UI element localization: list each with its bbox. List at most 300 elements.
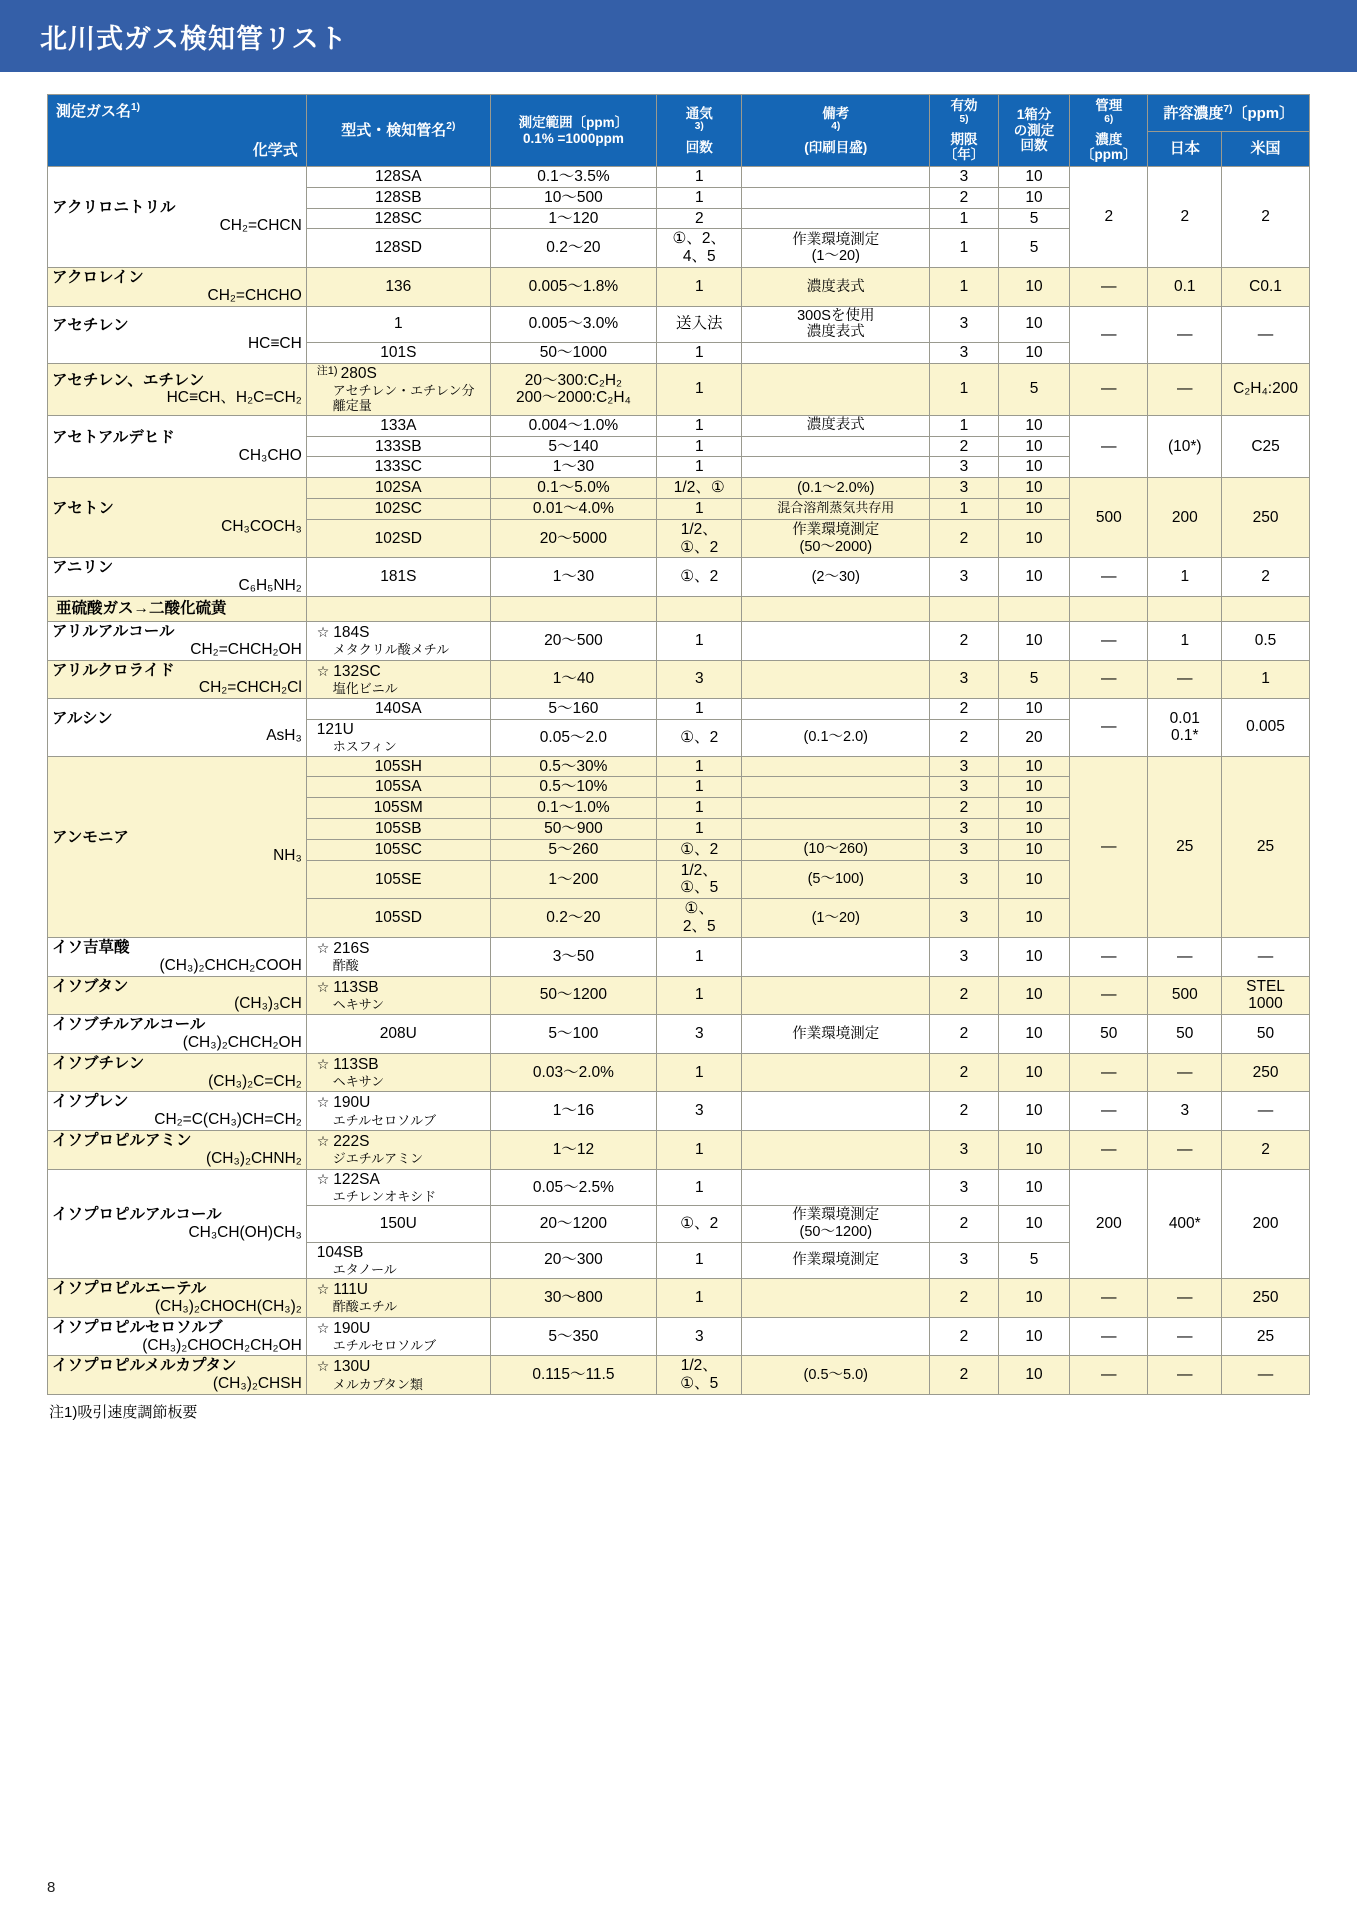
model-alt-name: エチルセロソルブ <box>332 1338 437 1354</box>
measurement-range: 1〜30 <box>490 558 656 597</box>
measurement-range: 0.004〜1.0% <box>490 415 656 436</box>
col-header-remark <box>742 95 930 167</box>
allowable-concentration-usa: 0.005 <box>1222 699 1310 756</box>
gas-chemical-formula: (CH₃)₂CHOCH(CH₃)₂ <box>154 1298 302 1316</box>
expiry-years: 3 <box>930 756 999 777</box>
measurement-range: 1〜12 <box>490 1131 656 1170</box>
gas-cell <box>48 558 307 597</box>
gas-name: イソプロピルエーテル <box>52 1280 207 1298</box>
table-row <box>48 306 1310 342</box>
ventilation-count: 1 <box>657 1169 742 1206</box>
model-cell <box>306 860 490 899</box>
gas-chemical-formula: CH₃COCH₃ <box>221 517 302 535</box>
gas-name: アセトン <box>52 500 114 518</box>
management-concentration: — <box>1070 1317 1148 1356</box>
model-cell <box>306 1206 490 1242</box>
star-icon: ☆ <box>316 623 334 640</box>
model-code: 133SC <box>374 458 422 476</box>
allowable-concentration-japan: 400* <box>1148 1169 1222 1279</box>
col-header-expiry-line3: 〔年〕 <box>943 147 985 163</box>
management-concentration: 200 <box>1070 1169 1148 1279</box>
expiry-years: 2 <box>930 1279 999 1318</box>
management-concentration: — <box>1070 306 1148 363</box>
remark-cell <box>742 436 930 457</box>
remark-cell <box>742 798 930 819</box>
col-header-count-line2: の測定 <box>1013 122 1055 138</box>
remark-cell <box>742 167 930 188</box>
model-code: ☆ 122SA <box>316 1170 380 1188</box>
model-code: 150U <box>379 1215 417 1233</box>
col-header-model <box>306 95 490 167</box>
model-cell <box>306 478 490 499</box>
allowable-concentration-usa: 2 <box>1222 558 1310 597</box>
measurements-per-box: 10 <box>998 1092 1069 1131</box>
expiry-years: 3 <box>930 1169 999 1206</box>
ventilation-count: ①、2 <box>657 719 742 756</box>
model-cell <box>306 777 490 798</box>
measurements-per-box: 10 <box>998 1206 1069 1242</box>
gas-cell <box>48 415 307 477</box>
model-cell <box>306 839 490 860</box>
table-row <box>48 621 1310 660</box>
ventilation-count: 1 <box>657 1279 742 1318</box>
allowable-concentration-usa: STEL 1000 <box>1222 976 1310 1015</box>
measurements-per-box: 10 <box>998 699 1069 720</box>
measurements-per-box: 10 <box>998 1279 1069 1318</box>
category-empty-cell <box>930 597 999 622</box>
col-header-range-line1: 測定範囲〔ppm〕 <box>518 114 629 130</box>
measurement-range: 0.005〜3.0% <box>490 306 656 342</box>
gas-cell <box>48 1092 307 1131</box>
allowable-concentration-usa: — <box>1222 1356 1310 1395</box>
remark-cell: 作業環境測定 (1〜20) <box>742 229 930 268</box>
allowable-concentration-usa: — <box>1222 306 1310 363</box>
allowable-concentration-usa: C0.1 <box>1222 268 1310 307</box>
allowable-concentration-usa: 0.5 <box>1222 621 1310 660</box>
remark-cell <box>742 937 930 976</box>
model-cell <box>306 363 490 415</box>
allowable-concentration-japan: 1 <box>1148 621 1222 660</box>
remark-cell: 作業環境測定 (50〜1200) <box>742 1206 930 1242</box>
expiry-years: 2 <box>930 187 999 208</box>
model-cell <box>306 1317 490 1356</box>
ventilation-count: 1 <box>657 343 742 364</box>
table-row <box>48 167 1310 188</box>
allowable-concentration-usa: 250 <box>1222 1279 1310 1318</box>
measurement-range: 0.5〜10% <box>490 777 656 798</box>
col-header-management-line3: 〔ppm〕 <box>1081 147 1137 163</box>
gas-chemical-formula: C₆H₅NH₂ <box>238 577 302 595</box>
measurements-per-box: 5 <box>998 363 1069 415</box>
gas-name: アセチレン <box>52 316 129 334</box>
gas-chemical-formula: (CH₃)₂CHSH <box>212 1375 302 1393</box>
measurement-range: 20〜300:C₂H₂ 200〜2000:C₂H₄ <box>490 363 656 415</box>
remark-cell <box>742 1092 930 1131</box>
category-empty-cell <box>742 597 930 622</box>
model-code: 102SA <box>375 479 422 497</box>
ventilation-count: 3 <box>657 1015 742 1054</box>
measurements-per-box: 10 <box>998 1131 1069 1170</box>
remark-cell: (0.5〜5.0) <box>742 1356 930 1395</box>
gas-name: アニリン <box>52 559 114 577</box>
remark-cell <box>742 976 930 1015</box>
table-row <box>48 937 1310 976</box>
col-header-expiry-sup: 5) <box>959 113 969 125</box>
star-icon: ☆ <box>316 1319 334 1336</box>
allowable-concentration-usa: 25 <box>1222 756 1310 937</box>
col-header-management <box>1070 95 1148 167</box>
col-header-gas-name-label: 測定ガス名 <box>56 102 132 120</box>
star-icon: ☆ <box>316 662 334 679</box>
gas-cell <box>48 363 307 415</box>
expiry-years: 3 <box>930 937 999 976</box>
management-concentration: — <box>1070 937 1148 976</box>
model-code: ☆ 190U <box>316 1094 371 1112</box>
measurement-range: 3〜50 <box>490 937 656 976</box>
gas-cell <box>48 1169 307 1279</box>
allowable-concentration-usa: 50 <box>1222 1015 1310 1054</box>
star-icon: ☆ <box>316 1358 334 1375</box>
measurement-range: 0.2〜20 <box>490 229 656 268</box>
model-cell <box>306 457 490 478</box>
gas-cell <box>48 268 307 307</box>
measurement-range: 5〜350 <box>490 1317 656 1356</box>
table-row <box>48 1279 1310 1318</box>
measurements-per-box: 10 <box>998 839 1069 860</box>
expiry-years: 3 <box>930 558 999 597</box>
measurements-per-box: 10 <box>998 478 1069 499</box>
model-cell <box>306 415 490 436</box>
header-row-1 <box>48 95 1310 132</box>
model-cell <box>306 229 490 268</box>
measurement-range: 1〜30 <box>490 457 656 478</box>
management-concentration: — <box>1070 558 1148 597</box>
model-cell <box>306 187 490 208</box>
allowable-concentration-japan: — <box>1148 1131 1222 1170</box>
model-code: 136 <box>385 277 412 295</box>
model-cell <box>306 436 490 457</box>
remark-cell: 混合溶剤蒸気共存用 <box>742 499 930 520</box>
measurement-range: 10〜500 <box>490 187 656 208</box>
table-row <box>48 1131 1310 1170</box>
model-alt-name: エチルセロソルブ <box>332 1112 437 1128</box>
gas-cell <box>48 1015 307 1054</box>
measurement-range: 50〜900 <box>490 819 656 840</box>
ventilation-count: 1 <box>657 976 742 1015</box>
measurement-range: 0.05〜2.5% <box>490 1169 656 1206</box>
ventilation-count: 2 <box>657 208 742 229</box>
measurements-per-box: 10 <box>998 1356 1069 1395</box>
measurements-per-box: 10 <box>998 167 1069 188</box>
remark-cell <box>742 208 930 229</box>
model-note-marker: 注1) <box>316 364 341 377</box>
model-code: 104SB <box>316 1243 364 1261</box>
expiry-years: 1 <box>930 499 999 520</box>
col-header-vent-line2: 回数 <box>685 139 713 155</box>
measurements-per-box: 10 <box>998 819 1069 840</box>
ventilation-count: 1 <box>657 268 742 307</box>
allowable-concentration-japan: — <box>1148 1317 1222 1356</box>
col-header-allowable-unit: 〔ppm〕 <box>1232 104 1295 122</box>
management-concentration: 50 <box>1070 1015 1148 1054</box>
expiry-years: 3 <box>930 860 999 899</box>
model-cell <box>306 306 490 342</box>
remark-cell <box>742 1131 930 1170</box>
remark-cell: (5〜100) <box>742 860 930 899</box>
measurement-range: 0.2〜20 <box>490 899 656 938</box>
table-footnote: 注1)吸引速度調節板要 <box>49 1404 198 1422</box>
ventilation-count: 1/2、 ①、5 <box>657 1356 742 1395</box>
management-concentration: — <box>1070 1053 1148 1092</box>
ventilation-count: 1 <box>657 1131 742 1170</box>
category-empty-cell <box>1070 597 1148 622</box>
expiry-years: 2 <box>930 1053 999 1092</box>
col-header-range-line2: 0.1% =1000ppm <box>522 130 624 146</box>
gas-chemical-formula: CH₂=CHCN <box>219 217 302 235</box>
allowable-concentration-japan: — <box>1148 660 1222 699</box>
expiry-years: 3 <box>930 478 999 499</box>
table-row <box>48 1092 1310 1131</box>
measurement-range: 0.01〜4.0% <box>490 499 656 520</box>
ventilation-count: 1 <box>657 699 742 720</box>
model-code: ☆ 130U <box>316 1358 371 1376</box>
measurement-range: 1〜200 <box>490 860 656 899</box>
measurements-per-box: 10 <box>998 268 1069 307</box>
model-code: ☆ 216S <box>316 939 370 957</box>
model-cell <box>306 798 490 819</box>
model-code: 128SB <box>375 188 422 206</box>
allowable-concentration-japan: 0.1 <box>1148 268 1222 307</box>
gas-chemical-formula: CH₃CHO <box>238 446 302 464</box>
model-code: ☆ 113SB <box>316 1055 379 1073</box>
measurements-per-box: 10 <box>998 1015 1069 1054</box>
gas-cell <box>48 699 307 756</box>
measurements-per-box: 10 <box>998 1053 1069 1092</box>
allowable-concentration-usa: 1 <box>1222 660 1310 699</box>
category-row <box>48 597 1310 622</box>
expiry-years: 3 <box>930 839 999 860</box>
allowable-concentration-usa: 25 <box>1222 1317 1310 1356</box>
gas-cell <box>48 1053 307 1092</box>
allowable-concentration-japan: 25 <box>1148 756 1222 937</box>
ventilation-count: 1 <box>657 499 742 520</box>
ventilation-count: 1 <box>657 777 742 798</box>
model-code: 133SB <box>375 437 422 455</box>
remark-cell <box>742 457 930 478</box>
star-icon: ☆ <box>316 1055 334 1072</box>
col-header-vent-line1: 通気 <box>685 105 713 121</box>
remark-cell: 作業環境測定 <box>742 1015 930 1054</box>
col-header-gas-name <box>48 95 307 167</box>
model-cell <box>306 819 490 840</box>
expiry-years: 2 <box>930 1015 999 1054</box>
measurements-per-box: 20 <box>998 719 1069 756</box>
management-concentration: — <box>1070 363 1148 415</box>
model-code: 105SA <box>375 778 422 796</box>
model-code: 128SD <box>374 239 422 257</box>
model-code: 140SA <box>375 700 422 718</box>
col-header-expiry <box>930 95 999 167</box>
management-concentration: — <box>1070 976 1148 1015</box>
col-header-remark-sup: 4) <box>831 121 841 133</box>
table-row <box>48 558 1310 597</box>
col-header-vent-sup: 3) <box>694 121 704 133</box>
expiry-years: 2 <box>930 621 999 660</box>
model-cell <box>306 1242 490 1279</box>
model-cell <box>306 1015 490 1054</box>
expiry-years: 3 <box>930 1242 999 1279</box>
model-code: ☆ 111U <box>316 1281 369 1299</box>
model-cell <box>306 756 490 777</box>
expiry-years: 2 <box>930 719 999 756</box>
star-icon: ☆ <box>316 978 334 995</box>
gas-chemical-formula: CH₂=CHCHO <box>207 286 302 304</box>
measurements-per-box: 10 <box>998 436 1069 457</box>
remark-cell <box>742 1169 930 1206</box>
gas-name: イソブタン <box>52 977 129 995</box>
col-header-vent <box>657 95 742 167</box>
allowable-concentration-usa: 250 <box>1222 478 1310 558</box>
gas-chemical-formula: AsH₃ <box>266 727 302 745</box>
measurements-per-box: 10 <box>998 860 1069 899</box>
remark-cell: 濃度表式 <box>742 415 930 436</box>
remark-cell <box>742 699 930 720</box>
col-header-remark-line2: (印刷目盛) <box>804 139 868 155</box>
gas-chemical-formula: (CH₃)₃CH <box>234 995 302 1013</box>
expiry-years: 1 <box>930 208 999 229</box>
allowable-concentration-usa: C₂H₄:200 <box>1222 363 1310 415</box>
col-header-range <box>490 95 656 167</box>
ventilation-count: 1/2、① <box>657 478 742 499</box>
table-row <box>48 363 1310 415</box>
expiry-years: 2 <box>930 798 999 819</box>
measurement-range: 20〜5000 <box>490 519 656 558</box>
allowable-concentration-japan: 0.01 0.1* <box>1148 699 1222 756</box>
measurements-per-box: 10 <box>998 798 1069 819</box>
measurement-range: 5〜260 <box>490 839 656 860</box>
model-alt-name: メルカプタン類 <box>332 1376 423 1392</box>
gas-cell <box>48 976 307 1015</box>
model-cell <box>306 1279 490 1318</box>
measurements-per-box: 10 <box>998 187 1069 208</box>
gas-cell <box>48 756 307 937</box>
allowable-concentration-japan: 200 <box>1148 478 1222 558</box>
ventilation-count: 1 <box>657 1053 742 1092</box>
model-code: 105SH <box>374 757 422 775</box>
measurement-range: 5〜160 <box>490 699 656 720</box>
category-empty-cell <box>306 597 490 622</box>
measurement-range: 0.1〜1.0% <box>490 798 656 819</box>
measurement-range: 0.5〜30% <box>490 756 656 777</box>
expiry-years: 3 <box>930 343 999 364</box>
page-number: 8 <box>47 1879 56 1896</box>
gas-name: イソプロピルアルコール <box>52 1206 222 1224</box>
ventilation-count: 1 <box>657 819 742 840</box>
model-cell <box>306 660 490 699</box>
col-header-gas-name-sup: 1) <box>131 101 141 113</box>
model-alt-name: メタクリル酸メチル <box>332 642 450 658</box>
allowable-concentration-japan: — <box>1148 1279 1222 1318</box>
table-row <box>48 699 1310 720</box>
expiry-years: 2 <box>930 1206 999 1242</box>
ventilation-count: 1 <box>657 798 742 819</box>
allowable-concentration-usa: — <box>1222 937 1310 976</box>
ventilation-count: 3 <box>657 1317 742 1356</box>
table-row <box>48 976 1310 1015</box>
measurement-range: 20〜1200 <box>490 1206 656 1242</box>
gas-name: イソブチルアルコール <box>52 1016 206 1034</box>
model-code: 208U <box>379 1025 417 1043</box>
measurement-range: 20〜300 <box>490 1242 656 1279</box>
gas-cell <box>48 937 307 976</box>
remark-cell: (2〜30) <box>742 558 930 597</box>
measurement-range: 5〜100 <box>490 1015 656 1054</box>
model-cell <box>306 699 490 720</box>
model-code: $^{注1)}$ 280S <box>316 364 377 382</box>
remark-cell: 300Sを使用 濃度表式 <box>742 306 930 342</box>
remark-cell <box>742 1053 930 1092</box>
remark-cell <box>742 187 930 208</box>
ventilation-count: 1 <box>657 457 742 478</box>
table-body <box>48 167 1310 1395</box>
table-header <box>48 95 1310 167</box>
col-header-allowable-usa: 米国 <box>1222 131 1310 166</box>
measurements-per-box: 10 <box>998 756 1069 777</box>
ventilation-count: 送入法 <box>657 306 742 342</box>
gas-cell <box>48 306 307 363</box>
gas-name: イソプロピルアミン <box>52 1132 192 1150</box>
ventilation-count: ①、2、 4、5 <box>657 229 742 268</box>
ventilation-count: 1 <box>657 167 742 188</box>
model-cell <box>306 899 490 938</box>
management-concentration: — <box>1070 699 1148 756</box>
model-cell <box>306 937 490 976</box>
allowable-concentration-japan: — <box>1148 937 1222 976</box>
table-row <box>48 1053 1310 1092</box>
model-cell <box>306 719 490 756</box>
remark-cell: 作業環境測定 (50〜2000) <box>742 519 930 558</box>
remark-cell <box>742 1317 930 1356</box>
gas-cell <box>48 1131 307 1170</box>
gas-chemical-formula: (CH₃)₂CHCH₂OH <box>182 1033 302 1051</box>
measurement-range: 0.1〜5.0% <box>490 478 656 499</box>
gas-name: アセトアルデヒド <box>52 428 175 446</box>
ventilation-count: 1 <box>657 363 742 415</box>
measurements-per-box: 10 <box>998 621 1069 660</box>
ventilation-count: ①、2 <box>657 839 742 860</box>
remark-cell: (10〜260) <box>742 839 930 860</box>
table-row <box>48 660 1310 699</box>
col-header-allowable-label: 許容濃度 <box>1163 104 1224 122</box>
model-cell <box>306 1131 490 1170</box>
ventilation-count: 1 <box>657 415 742 436</box>
management-concentration: — <box>1070 268 1148 307</box>
management-concentration: — <box>1070 415 1148 477</box>
gas-cell <box>48 1356 307 1395</box>
ventilation-count: 3 <box>657 1092 742 1131</box>
col-header-expiry-line1: 有効 <box>950 98 978 114</box>
category-label: 亜硫酸ガス→二酸化硫黄 <box>48 597 307 622</box>
model-cell <box>306 1356 490 1395</box>
gas-name: イソブチレン <box>52 1054 145 1072</box>
expiry-years: 3 <box>930 306 999 342</box>
ventilation-count: ①、2 <box>657 558 742 597</box>
model-cell <box>306 1169 490 1206</box>
remark-cell <box>742 343 930 364</box>
measurements-per-box: 10 <box>998 1169 1069 1206</box>
gas-chemical-formula: CH₂=C(CH₃)CH=CH₂ <box>154 1111 302 1129</box>
measurements-per-box: 10 <box>998 519 1069 558</box>
